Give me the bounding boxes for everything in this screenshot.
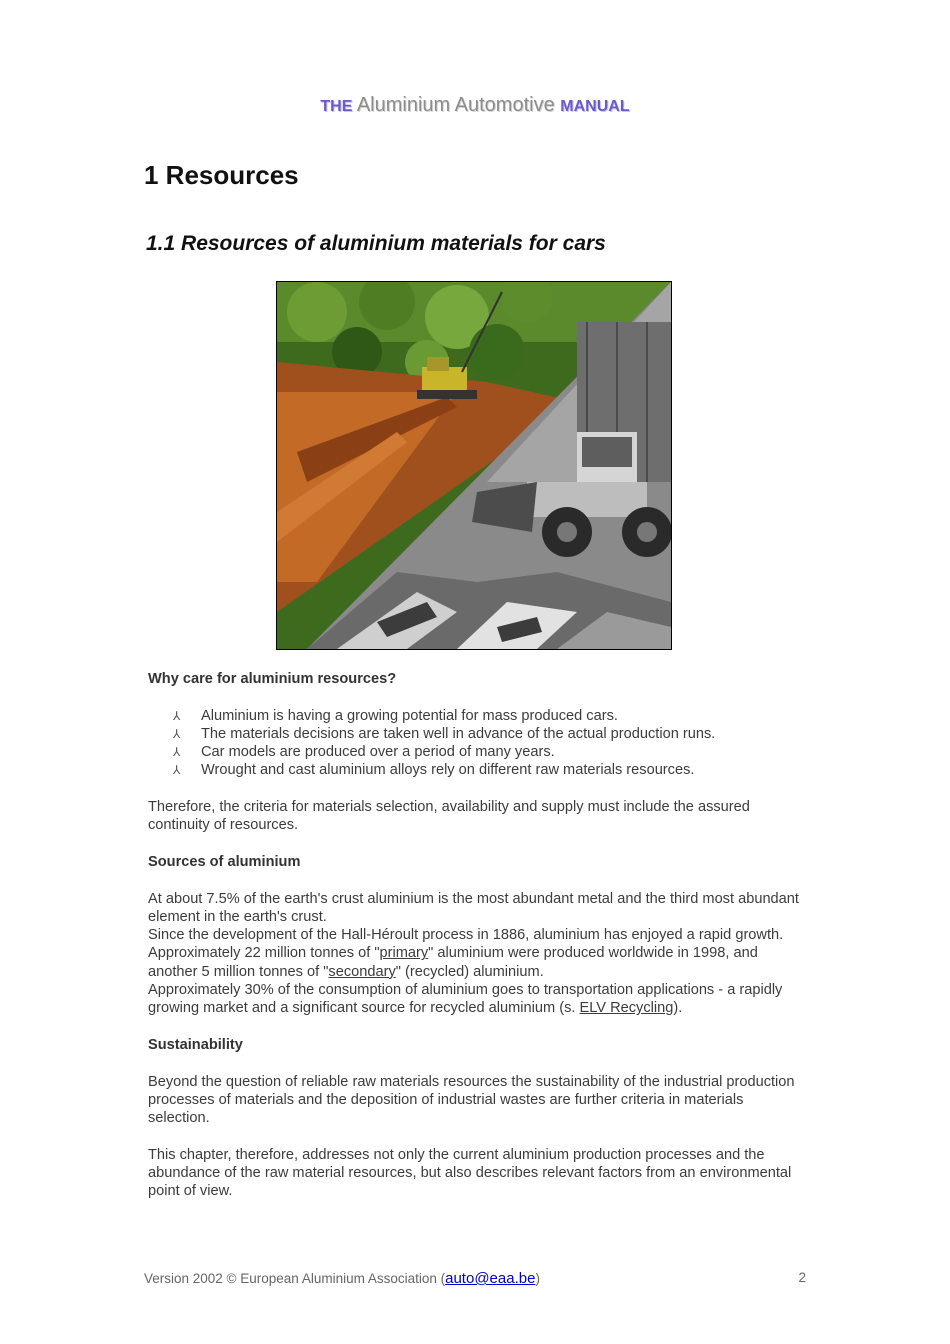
page-number: 2 — [798, 1270, 806, 1285]
sources-paragraph: At about 7.5% of the earth's crust aluminium is the most abundant metal and the third most abundant element in the earth's crust. Since the development of the Hall-Héroult process in 1886, aluminium has enjoyed a rapid growth. Approximately 22 million tonnes of "primary" aluminium were produced worldwide in 1998, and another 5 million tonnes of "secondary" (recycled) aluminium. Approximately 30% of the consumption of aluminium goes to transportation applications - a rapidly growing market and a significant source for recycled aluminium (s. ELV Recycling). — [148, 890, 799, 1017]
sustainability-paragraph-1: Beyond the question of reliable raw materials resources the sustainability of the industrial production processes of materials and the deposition of industrial wastes are further criteria in materials selection. — [148, 1073, 795, 1127]
arrow-up-icon: ⅄ — [173, 708, 181, 723]
why-conclusion: Therefore, the criteria for materials selection, availability and supply must include the assured continuity of resources. — [148, 799, 750, 834]
chapter-title: 1 Resources — [144, 160, 299, 190]
header-manual: MANUAL — [560, 98, 630, 115]
email-link[interactable]: auto@eaa.be — [445, 1270, 536, 1287]
sustainability-heading: Sustainability — [148, 1036, 243, 1053]
arrow-up-icon: ⅄ — [173, 726, 181, 741]
footer-version: Version 2002 © European Aluminium Association ( — [144, 1271, 446, 1286]
sustainability-paragraph-2: This chapter, therefore, addresses not only the current aluminium production processes and the abundance of the raw material resources, but also describes relevant factors from an environmental point of view. — [148, 1146, 792, 1200]
why-heading: Why care for aluminium resources? — [148, 671, 397, 687]
arrow-up-icon: ⅄ — [173, 763, 181, 778]
list-item: ⅄ Car models are produced over a period of many years. — [173, 744, 555, 761]
secondary-link[interactable]: secondary — [328, 963, 396, 980]
arrow-up-icon: ⅄ — [173, 745, 181, 760]
primary-link[interactable]: primary — [379, 945, 429, 962]
elv-recycling-link[interactable]: ELV Recycling — [579, 1000, 674, 1017]
main-content — [148, 670, 808, 1219]
header-title: Aluminium Automotive — [356, 94, 555, 116]
list-item: ⅄ Wrought and cast aluminium alloys rely on different raw materials resources. — [173, 762, 695, 779]
page-footer: Version 2002 © European Aluminium Association (auto@eaa.be) 2 — [144, 1270, 806, 1287]
document-header — [0, 92, 950, 120]
header-the: THE — [320, 98, 353, 115]
list-item: ⅄ Aluminium is having a growing potential for mass produced cars. — [173, 707, 618, 724]
resources-photo — [276, 281, 672, 650]
why-bullet-list — [148, 707, 808, 780]
list-item: ⅄ The materials decisions are taken well in advance of the actual production runs. — [173, 725, 716, 742]
sources-heading: Sources of aluminium — [148, 853, 301, 870]
section-title: 1.1 Resources of aluminium materials for cars — [146, 232, 606, 255]
